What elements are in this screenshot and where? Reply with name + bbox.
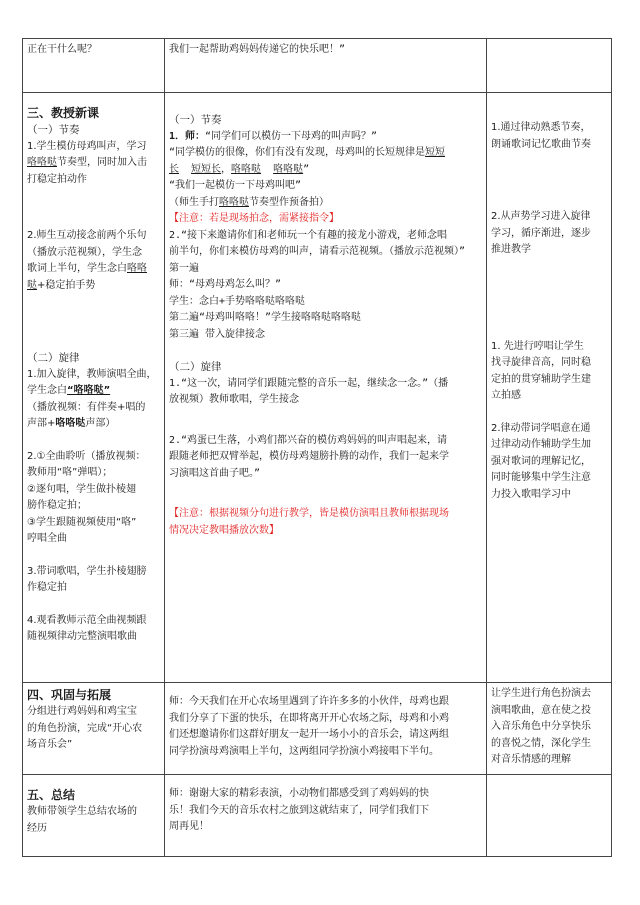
- activity-text: 正在干什么呢？: [27, 44, 97, 55]
- intent-text: 定拍的贯穿辅助学生建: [491, 373, 591, 385]
- step-text: 3.带词歌唱，学生扑棱翅膀: [27, 565, 147, 577]
- cell-intent: [487, 39, 612, 93]
- table-row: [23, 683, 612, 775]
- note-text: 【注意：根据视频分句进行教学，皆是模仿演唱且教师根据现场: [169, 508, 449, 519]
- dialogue-line: 师：“母鸡母鸡怎么叫？”: [169, 279, 282, 290]
- step-text: 的角色扮演，完成“开心农: [27, 722, 143, 734]
- table-row: [23, 39, 612, 93]
- dialogue-line: 第一遍: [169, 262, 199, 274]
- step-text: 咯咯哒节奏型，同时加入击: [27, 157, 147, 168]
- intent-text: 1. 先进行哼唱让学生: [491, 340, 584, 352]
- dialogue-line: 放视频）教师歌唱，学生接念: [169, 394, 299, 405]
- teacher-talk-text: 我们一起帮助鸡妈妈传递它的快乐吧！”: [169, 44, 346, 55]
- subsection-heading: （一）节奏: [27, 124, 80, 136]
- section-heading: 三、教授新课: [27, 106, 100, 120]
- step-text: （播放示范视频），学生念: [27, 246, 142, 258]
- cell-intent: [487, 683, 612, 775]
- intent-text: 朗诵歌词记忆歌曲节奏: [491, 138, 591, 150]
- step-text: 膀作稳定拍；: [27, 500, 87, 511]
- subsection-heading: （二）旋律: [169, 361, 222, 373]
- dialogue-line: “我们一起模仿一下母鸡叫吧”: [169, 180, 302, 191]
- intent-text: 演唱歌曲，意在使之投: [491, 704, 591, 716]
- dialogue-line: 周再见！: [169, 821, 209, 832]
- step-text: 随视频律动完整演唱歌曲: [27, 631, 137, 642]
- intent-text: 过律动动作辅助学生加: [491, 439, 591, 450]
- table-row: [23, 775, 612, 857]
- step-text: 学生念白“咯咯哒”: [27, 385, 111, 396]
- note-text: 情况决定教唱播放次数】: [169, 524, 279, 536]
- step-text: 教师用“咯”弹唱）；: [27, 467, 113, 478]
- cell-intent: [487, 775, 612, 857]
- dialogue-line: 跟随老师把双臂举起，模仿母鸡翅膀扑腾的动作，我们一起来学: [169, 451, 449, 462]
- step-text: 2.①全曲聆听（播放视频：: [27, 450, 146, 462]
- dialogue-line: “同学模仿的很像，你们有没有发现，母鸡叫的长短规律是短短: [169, 147, 446, 158]
- step-text: 1.加入旋律，教师演唱全曲，: [27, 368, 157, 380]
- dialogue-line: 师：今天我们在开心农场里遇到了许许多多的小伙伴，母鸡也跟: [169, 696, 449, 707]
- step-text: 场音乐会”: [27, 739, 73, 750]
- cell-activity: [23, 775, 165, 857]
- cell-teacher-talk: [165, 93, 487, 683]
- step-text: 2.师生互动接念前两个乐句: [27, 230, 147, 241]
- intent-text: 学习，循序渐进，逐步: [491, 227, 591, 239]
- cell-teacher-talk: [165, 683, 487, 775]
- intent-text: 对音乐情感的理解: [491, 754, 571, 765]
- step-text: ②逐句唱，学生做扑棱翅: [27, 483, 136, 495]
- cell-teacher-talk: [165, 775, 487, 857]
- cell-activity: [23, 93, 165, 683]
- step-text: 教师带领学生总结农场的: [27, 806, 137, 817]
- dialogue-line: 学生：念白+手势咯咯哒咯咯哒: [169, 295, 306, 307]
- intent-text: 同时能够集中学生注意: [491, 472, 591, 483]
- section-heading: 五、总结: [27, 788, 76, 802]
- step-text: 打稳定拍动作: [27, 173, 87, 185]
- step-text: 分组进行鸡妈妈和鸡宝宝: [27, 706, 137, 717]
- dialogue-line: （师生手打咯咯哒节奏型作预备拍）: [169, 196, 329, 208]
- subsection-heading: （二）旋律: [27, 352, 80, 364]
- intent-text: 强对歌词的理解记忆，: [491, 455, 591, 467]
- dialogue-line: 1.“这一次，请同学们跟随完整的音乐一起，继续念一念。”（播: [169, 377, 449, 389]
- cell-teacher-talk: [165, 39, 487, 93]
- step-text: 哒+稳定拍手势: [27, 279, 96, 291]
- section-heading: 四、巩固与拓展: [27, 688, 112, 702]
- dialogue-line: 1．师：“同学们可以模仿一下母鸡的叫声吗？”: [169, 130, 378, 142]
- cell-activity: [23, 683, 165, 775]
- step-text: 歌词上半句，学生念白咯咯: [27, 263, 147, 274]
- intent-text: 力投入歌唱学习中: [491, 488, 571, 500]
- dialogue-line: 习演唱这首曲子吧。”: [169, 467, 261, 479]
- intent-text: 让学生进行角色扮演去: [491, 688, 591, 699]
- dialogue-line: 前半句，你们来模仿母鸡的叫声，请看示范视频。（播放示范视频）”: [169, 246, 466, 257]
- lesson-plan-table: [22, 38, 612, 857]
- step-text: 声部+咯咯哒声部）: [27, 418, 116, 429]
- dialogue-line: 们还想邀请你们这群好朋友一起开一场小小的音乐会，请这两组: [169, 729, 449, 740]
- step-text: 哼唱全曲: [27, 533, 67, 544]
- note-text: 【注意：若是现场拍念，需紧接指令】: [169, 213, 339, 224]
- step-text: 4.观看教师示范全曲视频跟: [27, 614, 147, 626]
- step-text: 作稳定拍: [27, 582, 67, 593]
- table-row: [23, 93, 612, 683]
- step-text: 经历: [27, 822, 47, 834]
- cell-intent: [487, 93, 612, 683]
- dialogue-line: 同学扮演母鸡演唱上半句，这两组同学扮演小鸡接唱下半句。: [169, 745, 439, 757]
- dialogue-line: 乐！我们今天的音乐农村之旅到这就结束了，同学们我们下: [169, 804, 429, 816]
- intent-text: 1.通过律动熟悉节奏，: [491, 122, 591, 133]
- intent-text: 的喜悦之情，深化学生: [491, 737, 591, 749]
- intent-text: 2.律动带词学唱意在通: [491, 422, 591, 434]
- intent-text: 推进教学: [491, 244, 531, 255]
- dialogue-line: 师：谢谢大家的精彩表演，小动物们都感受到了鸡妈妈的快: [169, 788, 429, 799]
- dialogue-line: 第三遍 带入旋律接念: [169, 328, 266, 340]
- cell-activity: [23, 39, 165, 93]
- subsection-heading: （一）节奏: [169, 114, 222, 126]
- dialogue-line: 长 短短长，咯咯哒 咯咯哒”: [169, 163, 310, 175]
- dialogue-line: 我们分享了下蛋的快乐，在即将离开开心农场之际，母鸡和小鸡: [169, 712, 449, 724]
- intent-text: 立拍感: [491, 390, 521, 401]
- intent-text: 找寻旋律音高，同时稳: [491, 357, 591, 368]
- step-text: ③学生跟随视频使用“咯”: [27, 516, 137, 528]
- intent-text: 2.从声势学习进入旋律: [491, 211, 591, 222]
- dialogue-line: 第二遍“母鸡叫咯咯！”学生接咯咯哒咯咯哒: [169, 312, 362, 323]
- dialogue-line: 2.“接下来邀请你们和老师玩一个有趣的接龙小游戏，老师念唱: [169, 229, 448, 241]
- intent-text: 入音乐角色中分享快乐: [491, 721, 591, 732]
- step-text: 1.学生模仿母鸡叫声，学习: [27, 140, 147, 152]
- dialogue-line: 2.“鸡蛋已生落，小鸡们都兴奋的模仿鸡妈妈的叫声唱起来，请: [169, 434, 448, 446]
- step-text: （播放视频：有伴奏+唱的: [27, 401, 146, 413]
